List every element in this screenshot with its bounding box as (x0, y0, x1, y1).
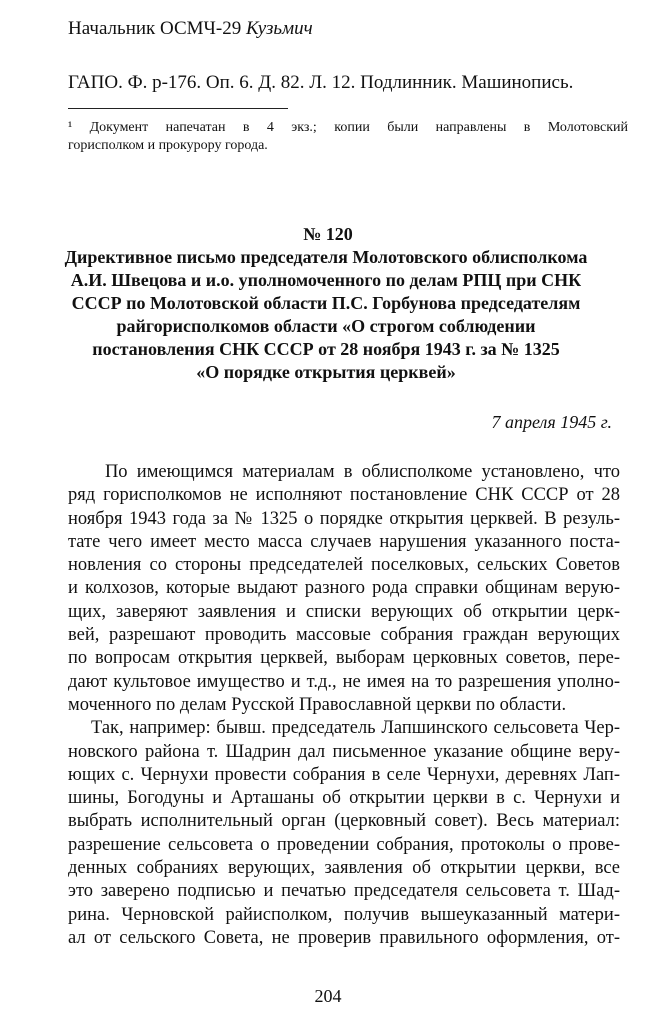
body-line: и колхозов, которые выдают разного рода справки общинам верую- (68, 578, 620, 599)
body-line: тате чего имеет место масса случаев нарушения указанного поста- (68, 531, 620, 552)
body-line: вей, разрешают проводить массовые собрания граждан верующих (68, 625, 620, 646)
body-line: щих, заверяют заявления и списки верующих об открытии церк- (68, 601, 620, 622)
body-line: рина. Черновской райисполком, получив вышеуказанный матери- (68, 904, 620, 925)
body-line: выбрать исполнительный орган (церковный совет). Весь материал: (68, 811, 620, 832)
body-line: новления со стороны председателей поселковых, сельских Советов (68, 555, 620, 576)
body-line: ноября 1943 года за № 1325 о порядке открытия церквей. В резуль- (68, 508, 620, 529)
body-text (68, 461, 620, 950)
title-line: А.И. Швецова и и.о. уполномоченного по делам РПЦ при СНК (70, 270, 582, 290)
body-line: денных собраниях верующих, заявления об открытии церкви, все (68, 858, 620, 879)
archive-reference: ГАПО. Ф. р-176. Оп. 6. Д. 82. Л. 12. Подлинник. Машинопись. (68, 72, 574, 93)
title-line: «О порядке открытия церквей» (196, 362, 456, 382)
footnote (68, 119, 628, 155)
footnote-divider (68, 108, 288, 109)
signature-line (68, 18, 313, 40)
body-line: новского района т. Шадрин дал письменное указание общине веру- (68, 741, 620, 762)
document-date: 7 апреля 1945 г. (491, 412, 612, 432)
body-line: разрешение сельсовета о проведении собрания, протоколы о прове- (68, 834, 620, 855)
body-line: по вопросам открытия церквей, выборам церковных советов, пере- (68, 648, 620, 669)
page-number: 204 (314, 986, 342, 1006)
signature-title: Начальник ОСМЧ-29 (68, 18, 242, 39)
body-line: Так, например: бывш. председатель Лапшинского сельсовета Чер- (68, 718, 620, 739)
body-line: ал от сельского Совета, не проверив правильного оформления, от- (68, 927, 620, 948)
title-line: Директивное письмо председателя Молотовского облисполкома (64, 247, 588, 267)
body-line: ряд горисполкомов не исполняют постановление СНК СССР от 28 (68, 485, 620, 506)
body-line: это заверено подписью и печатью председателя сельсовета т. Шад- (68, 881, 620, 902)
footnote-line-2: горисполком и прокурору города. (68, 138, 268, 153)
document-title (36, 246, 616, 384)
signature-name: Кузьмич (245, 18, 313, 39)
title-line: райгорисполкомов области «О строгом соблюдении (116, 316, 536, 336)
body-line: ющих с. Чернухи провести собрания в селе Чернухи, деревнях Лап- (68, 764, 620, 785)
title-line: постановления СНК СССР от 28 ноября 1943 г. за № 1325 (92, 339, 560, 359)
body-line: моченного по делам Русской Православной церкви по области. (68, 694, 567, 715)
footnote-line-1: ¹ Документ напечатан в 4 экз.; копии были направлены в Молотовский (68, 120, 628, 135)
body-line: дают культовое имущество и т.д., не имея на то разрешения уполно- (68, 671, 620, 692)
body-line: шины, Богодуны и Арташаны об открытии церкви в с. Чернухи и (68, 788, 620, 809)
title-line: СССР по Молотовской области П.С. Горбунова председателям (71, 293, 581, 313)
body-line: По имеющимся материалам в облисполкоме установлено, что (68, 462, 620, 482)
document-number: № 120 (303, 224, 353, 244)
